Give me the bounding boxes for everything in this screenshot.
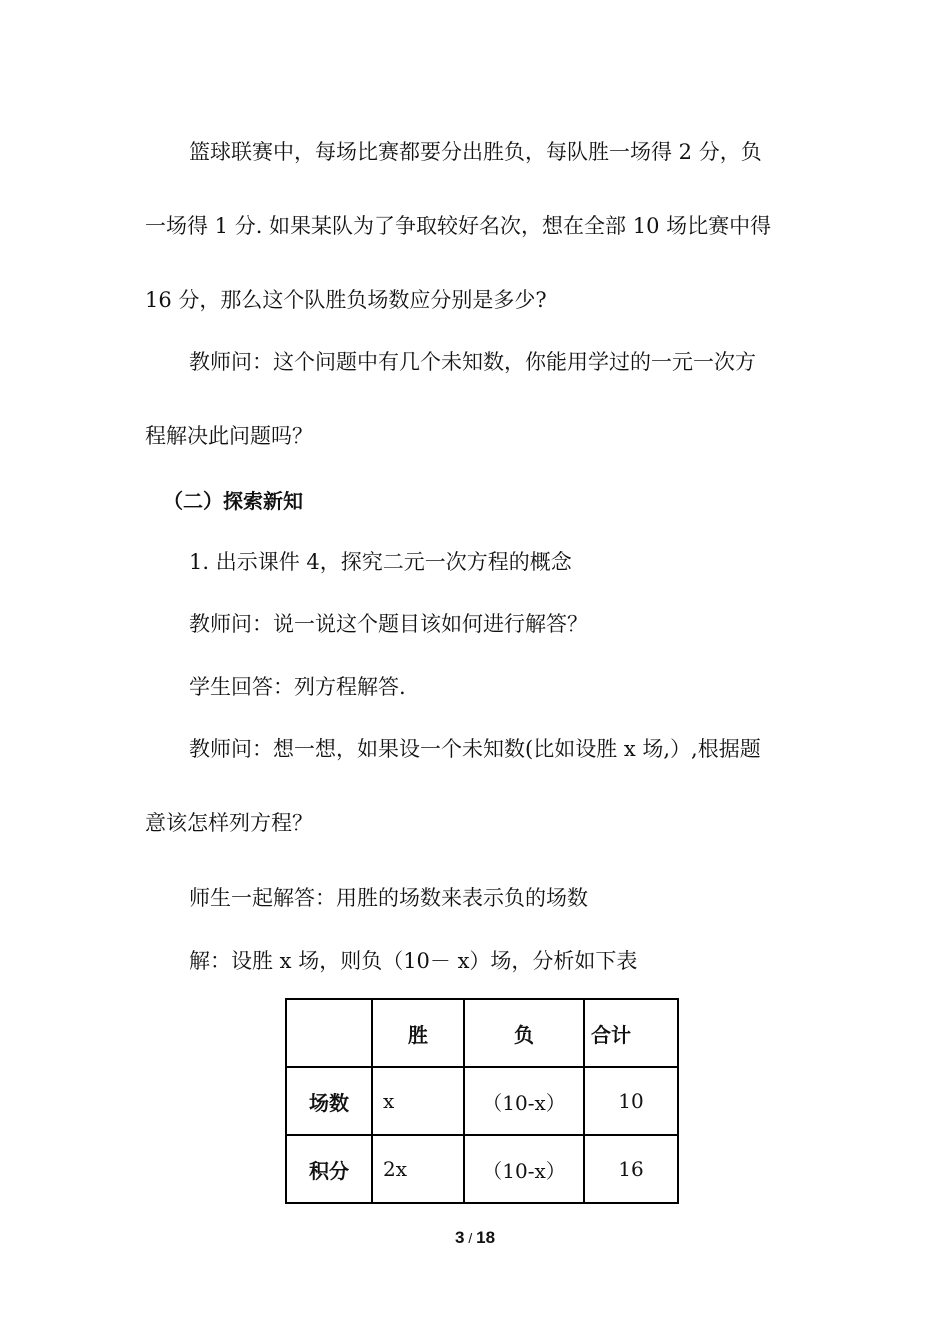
table-row-label: 场数 <box>286 1067 372 1135</box>
table-row <box>286 1067 678 1135</box>
table-header-cell: 胜 <box>372 999 464 1067</box>
paragraph-problem-line-1: 篮球联赛中，每场比赛都要分出胜负，每队胜一场得 2 分，负 <box>189 140 762 164</box>
page-separator: / <box>464 1230 477 1246</box>
teacher-question-2: 教师问：说一说这个题目该如何进行解答？ <box>189 612 588 636</box>
page-total: 18 <box>476 1228 496 1247</box>
item-1: 1. 出示课件 4，探究二元一次方程的概念 <box>189 550 572 574</box>
student-answer: 学生回答：列方程解答. <box>189 675 406 699</box>
paragraph-problem-line-2: 一场得 1 分. 如果某队为了争取较好名次，想在全部 10 场比赛中得 <box>145 214 772 238</box>
page-number <box>0 1228 950 1248</box>
table-cell: 2x <box>372 1135 464 1203</box>
table-cell: （10-x） <box>464 1067 584 1135</box>
solution-line: 解：设胜 x 场，则负（10－ x）场，分析如下表 <box>189 949 638 973</box>
table-header-cell: 负 <box>464 999 584 1067</box>
teacher-question-3-line-1: 教师问：想一想，如果设一个未知数(比如设胜 x 场,）,根据题 <box>189 737 761 761</box>
teacher-question-1-line-2: 程解决此问题吗？ <box>145 424 313 448</box>
table-header-cell <box>286 999 372 1067</box>
paragraph-problem-line-3: 16 分，那么这个队胜负场数应分别是多少? <box>145 288 547 312</box>
table-row <box>286 1135 678 1203</box>
page-current: 3 <box>454 1228 465 1247</box>
table-cell: 16 <box>584 1135 678 1203</box>
section-heading: （二）探索新知 <box>163 489 303 513</box>
joint-answer: 师生一起解答：用胜的场数来表示负的场数 <box>189 886 588 910</box>
teacher-question-1-line-1: 教师问：这个问题中有几个未知数，你能用学过的一元一次方 <box>189 350 756 374</box>
analysis-table <box>285 998 679 1204</box>
table-cell: （10-x） <box>464 1135 584 1203</box>
table-header-row <box>286 999 678 1067</box>
table-cell: 10 <box>584 1067 678 1135</box>
table-header-cell: 合计 <box>584 999 678 1067</box>
table-cell: x <box>372 1067 464 1135</box>
teacher-question-3-line-2: 意该怎样列方程？ <box>145 811 313 835</box>
table-row-label: 积分 <box>286 1135 372 1203</box>
